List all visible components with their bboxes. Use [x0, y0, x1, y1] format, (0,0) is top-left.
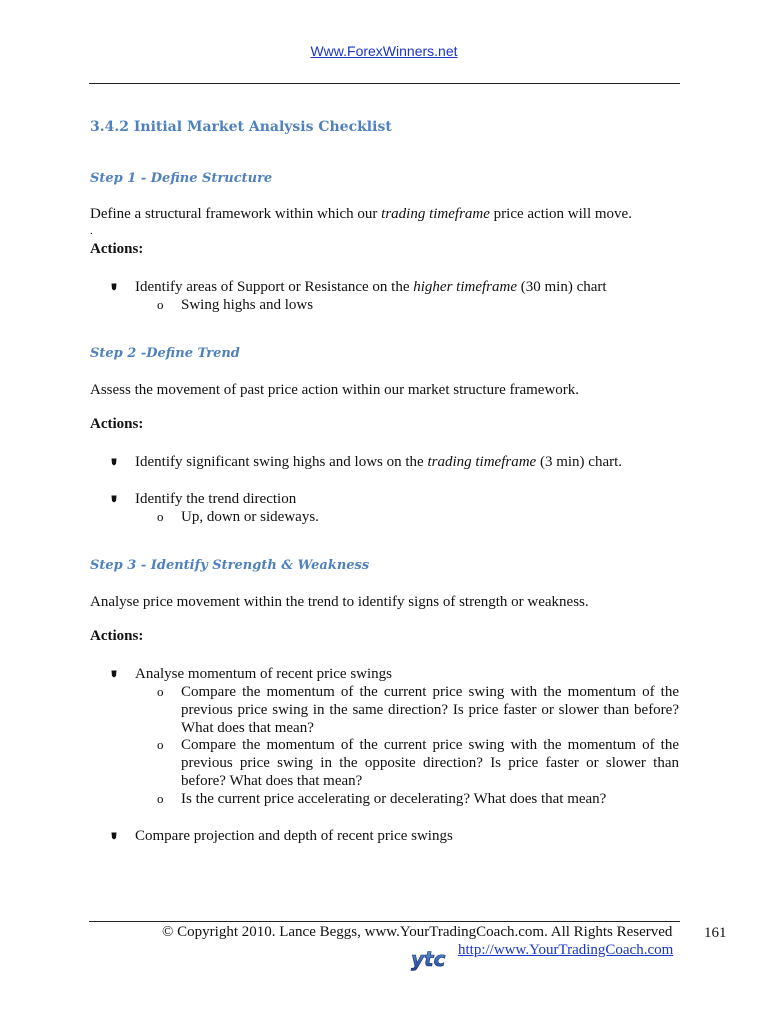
- bullet-icon: [111, 283, 117, 291]
- step1-actions-label: Actions:: [90, 241, 144, 257]
- step3-description: Analyse price movement within the trend to identify signs of strength or weakness.: [90, 594, 589, 610]
- circle-marker-icon: o: [157, 737, 164, 752]
- ytc-logo: [409, 945, 453, 971]
- circle-marker-icon: o: [157, 509, 164, 524]
- footer-copyright: © Copyright 2010. Lance Beggs, www.YourTradingCoach.com. All Rights Reserved: [162, 924, 673, 940]
- circle-marker-icon: o: [157, 684, 164, 699]
- circle-marker-icon: o: [157, 791, 164, 806]
- stray-dot: .: [90, 225, 93, 237]
- footer-divider: [89, 921, 680, 922]
- bullet-icon: [111, 458, 117, 466]
- circle-marker-icon: o: [157, 297, 164, 312]
- step3-actions-label: Actions:: [90, 628, 144, 644]
- svg-text:ytc: ytc: [411, 947, 446, 971]
- footer-link[interactable]: http://www.YourTradingCoach.com: [458, 942, 674, 958]
- section-title: 3.4.2 Initial Market Analysis Checklist: [90, 119, 392, 135]
- step2-actions-label: Actions:: [90, 416, 144, 432]
- step1-title: Step 1 - Define Structure: [90, 171, 273, 186]
- header-divider: [89, 83, 680, 84]
- step2-description: Assess the movement of past price action within our market structure framework.: [90, 382, 580, 398]
- bullet-icon: [111, 832, 117, 840]
- header-site-link[interactable]: Www.ForexWinners.net: [310, 43, 458, 59]
- step2-title: Step 2 -Define Trend: [90, 346, 240, 361]
- step1-description: Define a structural framework within which our trading timeframe price action will move.: [90, 206, 632, 222]
- page-number: 161: [704, 925, 727, 941]
- step3-title: Step 3 - Identify Strength & Weakness: [90, 558, 370, 573]
- bullet-icon: [111, 495, 117, 503]
- bullet-icon: [111, 670, 117, 678]
